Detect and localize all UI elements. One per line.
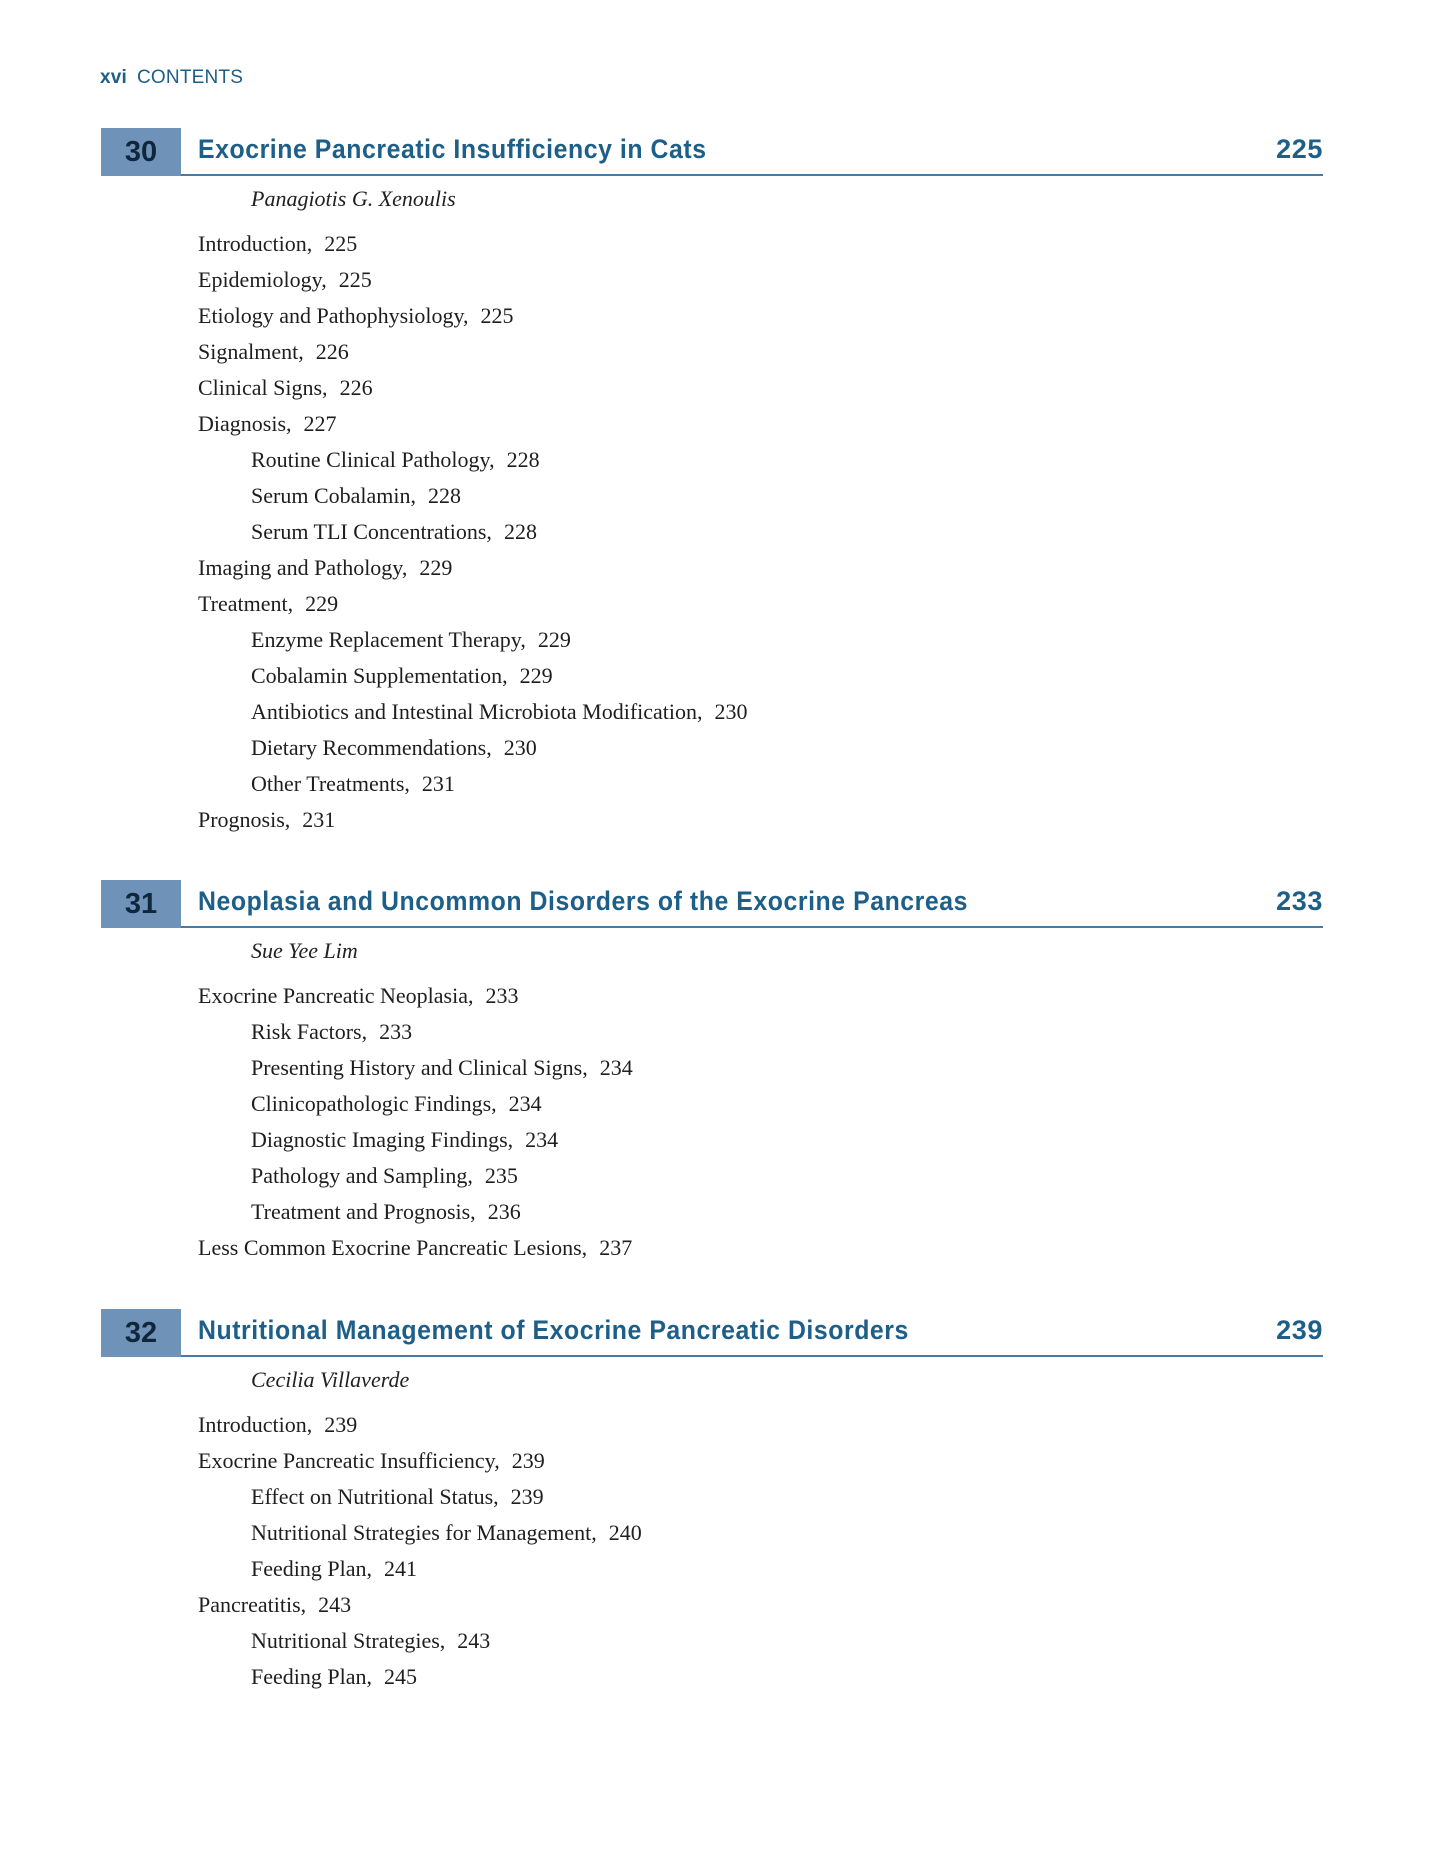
toc-entry-page: 245 xyxy=(384,1664,417,1689)
toc-entry-page: 237 xyxy=(599,1235,633,1260)
toc-entry[interactable] xyxy=(0,550,1445,586)
toc-entry-title: Routine Clinical Pathology, xyxy=(251,447,495,472)
toc-entry[interactable] xyxy=(0,406,1445,442)
toc-entry[interactable] xyxy=(0,802,1445,838)
toc-entry[interactable] xyxy=(0,1407,1445,1443)
toc-entry-page: 229 xyxy=(305,591,339,616)
toc-entry-page: 230 xyxy=(714,699,748,724)
toc-entry[interactable] xyxy=(0,262,1445,298)
toc-entry[interactable] xyxy=(0,622,1445,658)
chapter-page-number: 239 xyxy=(1276,1315,1323,1345)
toc-entry[interactable] xyxy=(0,1050,1445,1086)
toc-entry-page: 227 xyxy=(303,411,337,436)
chapter-title[interactable]: Neoplasia and Uncommon Disorders of the Exocrine Pancreas xyxy=(198,886,968,916)
toc-entry[interactable] xyxy=(0,478,1445,514)
toc-entry-title: Introduction, xyxy=(198,1412,313,1437)
toc-entry[interactable] xyxy=(0,1659,1445,1695)
toc-entry[interactable] xyxy=(0,1551,1445,1587)
toc-entry-title: Feeding Plan, xyxy=(251,1664,372,1689)
chapter-author: Panagiotis G. Xenoulis xyxy=(251,186,456,211)
chapter-rule xyxy=(181,1355,1323,1357)
toc-entry-title: Risk Factors, xyxy=(251,1019,368,1044)
toc-entry-title: Prognosis, xyxy=(198,807,291,832)
chapter-heading xyxy=(0,1309,1445,1357)
running-head-label: CONTENTS xyxy=(137,67,244,88)
toc-entry-title: Signalment, xyxy=(198,339,304,364)
toc-entry-title: Serum TLI Concentrations, xyxy=(251,519,492,544)
toc-entry[interactable] xyxy=(0,978,1445,1014)
toc-entry[interactable] xyxy=(0,514,1445,550)
toc-entry-page: 229 xyxy=(519,663,553,688)
toc-entry-title: Exocrine Pancreatic Insufficiency, xyxy=(198,1448,500,1473)
chapter-author: Sue Yee Lim xyxy=(251,938,358,963)
toc-entry-title: Treatment, xyxy=(198,591,294,616)
toc-entry-page: 228 xyxy=(503,519,537,544)
toc-entry[interactable] xyxy=(0,730,1445,766)
toc-entry-page: 241 xyxy=(384,1556,417,1581)
toc-entry-title: Diagnostic Imaging Findings, xyxy=(251,1127,514,1152)
toc-entry-title: Serum Cobalamin, xyxy=(251,483,416,508)
running-head xyxy=(100,67,243,89)
toc-entry-page: 228 xyxy=(427,483,461,508)
chapter-number: 31 xyxy=(101,880,181,928)
toc-entry-title: Introduction, xyxy=(198,231,313,256)
toc-entry-title: Antibiotics and Intestinal Microbiota Modification, xyxy=(251,699,703,724)
toc-entry-page: 234 xyxy=(525,1127,559,1152)
toc-entry-title: Clinicopathologic Findings, xyxy=(251,1091,497,1116)
toc-entry[interactable] xyxy=(0,334,1445,370)
toc-entry[interactable] xyxy=(0,1194,1445,1230)
toc-entry[interactable] xyxy=(0,1515,1445,1551)
toc-entry-list xyxy=(0,1407,1445,1695)
toc-entry-title: Imaging and Pathology, xyxy=(198,555,408,580)
chapter-title[interactable]: Nutritional Management of Exocrine Pancreatic Disorders xyxy=(198,1315,909,1345)
chapter-heading xyxy=(0,128,1445,176)
toc-entry[interactable] xyxy=(0,1623,1445,1659)
toc-entry-title: Dietary Recommendations, xyxy=(251,735,492,760)
chapter-heading xyxy=(0,880,1445,928)
toc-entry-page: 226 xyxy=(339,375,373,400)
toc-entry-list xyxy=(0,978,1445,1266)
toc-entry-title: Pancreatitis, xyxy=(198,1592,307,1617)
toc-entry[interactable] xyxy=(0,442,1445,478)
toc-entry[interactable] xyxy=(0,298,1445,334)
chapter-number: 30 xyxy=(101,128,181,176)
toc-entry-page: 243 xyxy=(457,1628,491,1653)
toc-entry[interactable] xyxy=(0,1479,1445,1515)
chapter-page-number: 225 xyxy=(1276,134,1323,164)
toc-entry-page: 230 xyxy=(503,735,537,760)
toc-entry-title: Feeding Plan, xyxy=(251,1556,372,1581)
toc-entry-page: 233 xyxy=(379,1019,413,1044)
toc-entry[interactable] xyxy=(0,1587,1445,1623)
toc-entry-title: Pathology and Sampling, xyxy=(251,1163,473,1188)
toc-entry-page: 234 xyxy=(508,1091,542,1116)
toc-entry[interactable] xyxy=(0,1086,1445,1122)
toc-entry-title: Enzyme Replacement Therapy, xyxy=(251,627,526,652)
chapter-author: Cecilia Villaverde xyxy=(251,1367,410,1392)
toc-entry[interactable] xyxy=(0,766,1445,802)
toc-entry-page: 239 xyxy=(324,1412,358,1437)
toc-entry-title: Other Treatments, xyxy=(251,771,410,796)
toc-entry[interactable] xyxy=(0,694,1445,730)
toc-entry-page: 234 xyxy=(599,1055,633,1080)
toc-entry-title: Etiology and Pathophysiology, xyxy=(198,303,469,328)
toc-entry-title: Cobalamin Supplementation, xyxy=(251,663,508,688)
toc-entry-page: 225 xyxy=(480,303,514,328)
page-folio: xvi xyxy=(100,67,128,88)
toc-entry-title: Nutritional Strategies for Management, xyxy=(251,1520,597,1545)
chapter-rule xyxy=(181,174,1323,176)
toc-entry[interactable] xyxy=(0,1443,1445,1479)
toc-entry-page: 239 xyxy=(511,1448,545,1473)
toc-entry-title: Nutritional Strategies, xyxy=(251,1628,446,1653)
toc-entry-title: Epidemiology, xyxy=(198,267,327,292)
toc-entry-title: Exocrine Pancreatic Neoplasia, xyxy=(198,983,474,1008)
toc-entry[interactable] xyxy=(0,1158,1445,1194)
toc-entry-title: Effect on Nutritional Status, xyxy=(251,1484,499,1509)
chapter-rule xyxy=(181,926,1323,928)
toc-entry-page: 235 xyxy=(484,1163,518,1188)
toc-entry-page: 243 xyxy=(318,1592,352,1617)
toc-entry[interactable] xyxy=(0,370,1445,406)
toc-entry-page: 240 xyxy=(608,1520,642,1545)
chapter-title[interactable]: Exocrine Pancreatic Insufficiency in Cats xyxy=(198,134,707,164)
toc-entry-page: 231 xyxy=(421,771,455,796)
chapter-number: 32 xyxy=(101,1309,181,1357)
toc-entry-title: Less Common Exocrine Pancreatic Lesions, xyxy=(198,1235,588,1260)
toc-entry-page: 233 xyxy=(485,983,519,1008)
toc-entry-list xyxy=(0,226,1445,838)
toc-entry[interactable] xyxy=(0,1014,1445,1050)
toc-entry[interactable] xyxy=(0,586,1445,622)
toc-entry-page: 226 xyxy=(315,339,349,364)
chapter-32 xyxy=(0,1309,1445,1689)
toc-entry-title: Presenting History and Clinical Signs, xyxy=(251,1055,588,1080)
toc-entry-title: Treatment and Prognosis, xyxy=(251,1199,476,1224)
toc-entry-page: 228 xyxy=(506,447,540,472)
chapter-page-number: 233 xyxy=(1276,886,1323,916)
toc-entry-page: 225 xyxy=(338,267,372,292)
toc-entry-page: 236 xyxy=(487,1199,521,1224)
chapter-30 xyxy=(0,128,1445,832)
toc-entry-page: 239 xyxy=(510,1484,544,1509)
toc-entry-page: 229 xyxy=(537,627,571,652)
toc-entry-page: 231 xyxy=(302,807,336,832)
toc-entry-page: 229 xyxy=(419,555,453,580)
toc-entry[interactable] xyxy=(0,226,1445,262)
toc-entry[interactable] xyxy=(0,1230,1445,1266)
toc-entry-title: Diagnosis, xyxy=(198,411,292,436)
toc-entry-title: Clinical Signs, xyxy=(198,375,328,400)
toc-entry[interactable] xyxy=(0,1122,1445,1158)
toc-entry-page: 225 xyxy=(324,231,358,256)
chapter-31 xyxy=(0,880,1445,1260)
toc-entry[interactable] xyxy=(0,658,1445,694)
